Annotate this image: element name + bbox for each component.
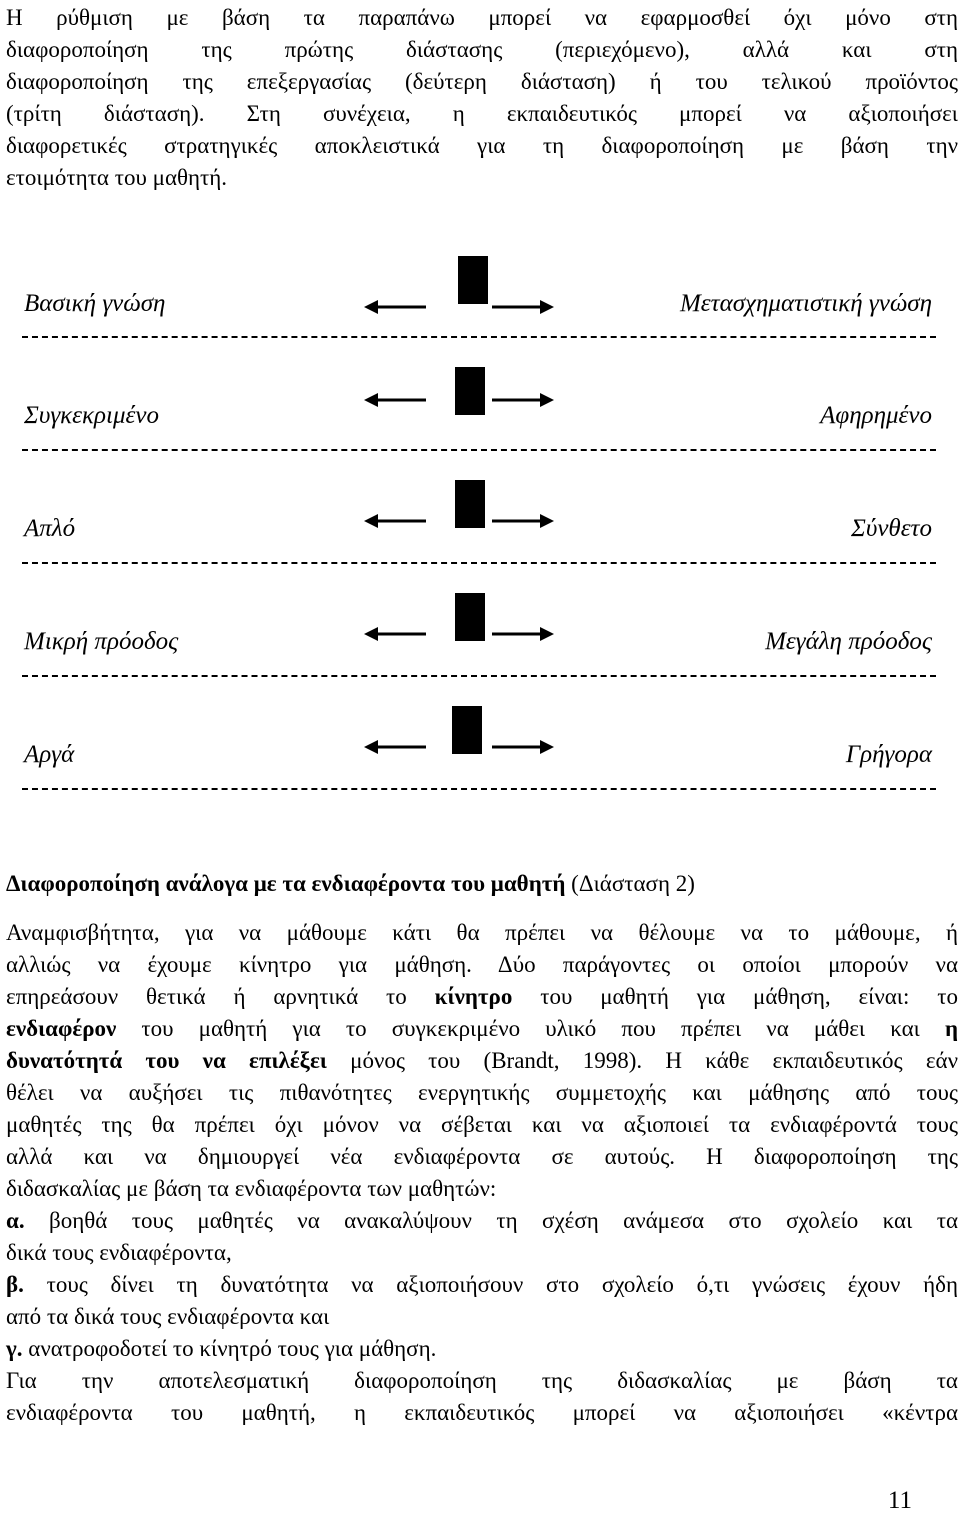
- continuum-row: [0, 365, 960, 478]
- intro-line: διαφοροποίηση της επεξεργασίας (δεύτερη διάσταση) ή του τελικού προϊόντος: [6, 69, 958, 94]
- arrow-left-icon: [364, 738, 428, 756]
- continuum-diagram: [0, 240, 960, 810]
- arrow-left-icon: [364, 391, 428, 409]
- continuum-left-label: Βασική γνώση: [24, 290, 166, 317]
- dashed-divider: [22, 449, 936, 451]
- body-line: μαθητές της θα πρέπει όχι μόνον να σέβεται και να αξιοποιεί τα ενδιαφέροντά τους: [6, 1112, 958, 1137]
- dashed-divider: [22, 675, 936, 677]
- body-bold-text: ενδιαφέρον: [6, 1016, 117, 1041]
- continuum-row: [0, 704, 960, 817]
- body-text: του μαθητή για το συγκεκριμένο υλικό που πρέπει να μάθει και: [116, 1016, 945, 1041]
- center-bar-icon: [455, 593, 485, 641]
- body-text: του μαθητή για μάθηση, είναι: το: [512, 984, 959, 1009]
- body-line: Για την αποτελεσματική διαφοροποίηση της διδασκαλίας με βάση τα: [6, 1368, 958, 1393]
- arrow-right-icon: [490, 738, 554, 756]
- continuum-right-label: Μεγάλη πρόοδος: [765, 628, 932, 655]
- list-marker: β.: [6, 1272, 24, 1297]
- intro-line: Η ρύθμιση με βάση τα παραπάνω μπορεί να εφαρμοσθεί όχι μόνο στη: [6, 5, 958, 30]
- list-item-c: [6, 1333, 958, 1365]
- body-text: επηρεάσουν θετικά ή αρνητικά το: [6, 984, 435, 1009]
- arrow-right-icon: [490, 391, 554, 409]
- body-text: βοηθά τους μαθητές να ανακαλύψουν τη σχέση ανάμεσα στο σχολείο και τα: [24, 1208, 958, 1233]
- body-text: μόνος του (Brandt, 1998). Η κάθε εκπαιδευτικός εάν: [326, 1048, 958, 1073]
- body-line: αλλά και να δημιουργεί νέα ενδιαφέροντα σε αυτούς. Η διαφοροποίηση της: [6, 1144, 958, 1169]
- body-line: [6, 981, 958, 1013]
- section-heading: [6, 869, 695, 899]
- intro-line: (τρίτη διάσταση). Στη συνέχεια, η εκπαιδευτικός μπορεί να αξιοποιήσει: [6, 101, 958, 126]
- continuum-right-label: Σύνθετο: [850, 515, 932, 542]
- body-line: από τα δικά τους ενδιαφέροντα και: [6, 1304, 330, 1329]
- intro-line: διαφοροποίηση της πρώτης διάστασης (περιεχόμενο), αλλά και στη: [6, 37, 958, 62]
- continuum-left-label: Μικρή πρόοδος: [24, 628, 179, 655]
- center-bar-icon: [452, 706, 482, 754]
- continuum-right-label: Μετασχηματιστική γνώση: [679, 290, 932, 317]
- section-heading-suffix: (Διάσταση 2): [565, 871, 695, 896]
- continuum-left-label: Αργά: [24, 741, 75, 768]
- page-number: 11: [887, 1487, 912, 1514]
- body-bold-text: δυνατότητά του να επιλέξει: [6, 1048, 327, 1073]
- list-item-a: [6, 1205, 958, 1237]
- continuum-row: [0, 478, 960, 591]
- intro-paragraph: [6, 2, 958, 194]
- body-bold-text: κίνητρο: [434, 984, 513, 1009]
- list-item-b: [6, 1269, 958, 1301]
- list-marker: α.: [6, 1208, 25, 1233]
- body-line: διδασκαλίας με βάση τα ενδιαφέροντα των μαθητών:: [6, 1176, 497, 1201]
- arrow-right-icon: [490, 298, 554, 316]
- body-line: δικά τους ενδιαφέροντα,: [6, 1240, 232, 1265]
- body-paragraph: [6, 917, 958, 1429]
- continuum-left-label: Συγκεκριμένο: [24, 402, 159, 429]
- body-line: ενδιαφέροντα του μαθητή, η εκπαιδευτικός μπορεί να αξιοποιήσει «κέντρα: [6, 1400, 958, 1425]
- continuum-row: [0, 252, 960, 365]
- continuum-right-label: Γρήγορα: [845, 741, 932, 768]
- body-line: αλλιώς να έχουμε κίνητρο για μάθηση. Δύο παράγοντες οι οποίοι μπορούν να: [6, 952, 958, 977]
- body-line: Αναμφισβήτητα, για να μάθουμε κάτι θα πρέπει να θέλουμε να το μάθουμε, ή: [6, 920, 958, 945]
- continuum-right-label: Αφηρημένο: [820, 402, 932, 429]
- body-bold-text: η: [944, 1016, 958, 1041]
- body-line: [6, 1045, 958, 1077]
- intro-line: ετοιμότητα του μαθητή.: [6, 165, 228, 190]
- arrow-left-icon: [364, 512, 428, 530]
- section-heading-bold: Διαφοροποίηση ανάλογα με τα ενδιαφέροντα του μαθητή: [6, 871, 566, 896]
- body-line: [6, 1013, 958, 1045]
- intro-line: διαφορετικές στρατηγικές αποκλειστικά για τη διαφοροποίηση με βάση την: [6, 133, 958, 158]
- continuum-left-label: Απλό: [24, 515, 76, 542]
- center-bar-icon: [455, 480, 485, 528]
- center-bar-icon: [455, 367, 485, 415]
- dashed-divider: [22, 336, 936, 338]
- arrow-right-icon: [490, 625, 554, 643]
- arrow-left-icon: [364, 625, 428, 643]
- center-bar-icon: [458, 256, 488, 304]
- body-line: θέλει να αυξήσει τις πιθανότητες ενεργητικής συμμετοχής και μάθησης από τους: [6, 1080, 958, 1105]
- arrow-left-icon: [364, 298, 428, 316]
- list-marker: γ.: [6, 1336, 23, 1361]
- body-text: ανατροφοδοτεί το κίνητρό τους για μάθηση.: [22, 1336, 437, 1361]
- dashed-divider: [22, 788, 936, 790]
- arrow-right-icon: [490, 512, 554, 530]
- continuum-row: [0, 591, 960, 704]
- dashed-divider: [22, 562, 936, 564]
- body-text: τους δίνει τη δυνατότητα να αξιοποιήσουν στο σχολείο ό,τι γνώσεις έχουν ήδη: [23, 1272, 958, 1297]
